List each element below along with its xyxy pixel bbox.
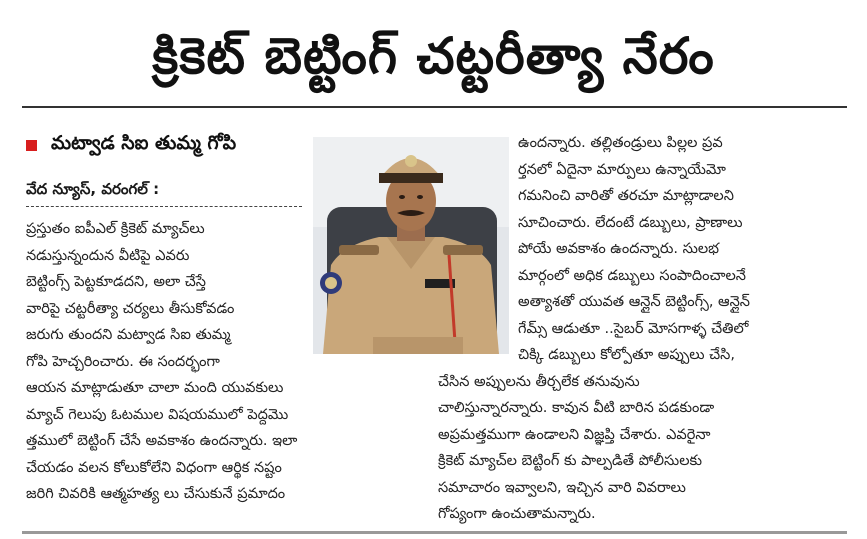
- text-line: వారిపై చట్టరీత్యా చర్యలు తీసుకోవడం: [26, 300, 235, 317]
- text-line: బెట్టింగ్స్ పెట్టకూడదని, అలా చేస్తే: [26, 274, 206, 290]
- text-line: ఆయన మాట్లాడుతూ చాలా మంది యువకులు: [26, 380, 284, 396]
- dateline-rule: [26, 206, 302, 207]
- text-line: చేయడం వలన కోలుకోలేని విధంగా ఆర్థిక నష్టం: [26, 459, 282, 476]
- text-line: ర్తనలో ఏదైనా మార్పులు ఉన్నాయేమో: [518, 161, 726, 178]
- text-line: పోయే అవకాశం ఉందన్నారు. సులభ: [518, 241, 720, 257]
- text-line: అప్రమత్తముగా ఉండాలని విజ్ఞప్తి చేశారు. ఎవరైనా: [438, 426, 711, 443]
- text-line: మార్గంలో అధిక డబ్బులు సంపాదించాలనే: [518, 267, 746, 284]
- text-line: చిక్కి డబ్బులు కోల్పోతూ అప్పులు చేసి,: [518, 347, 735, 363]
- text-line: గోపి హెచ్చరించారు. ఈ సందర్భంగా: [26, 353, 220, 370]
- text-line: త్తములో బెట్టింగ్ చేసే అవకాశం ఉందన్నారు. ఇలా: [26, 433, 298, 449]
- text-line: చాలిస్తున్నారన్నారు. కావున వీటి బారిన పడకుండా: [438, 400, 715, 416]
- text-line: గేమ్స్ ఆడుతూ ..సైబర్ మోసగాళ్ళ చేతిలో: [518, 320, 749, 337]
- text-line: మ్యాచ్ గెలుపు ఓటముల విషయములో పెద్దమొ: [26, 406, 289, 423]
- text-line: సమాచారం ఇవ్వాలని, ఇచ్చిన వారి వివరాలు: [438, 479, 686, 496]
- text-line: జరుగు తుందని మట్వాడ సిఐ తుమ్మ: [26, 327, 231, 343]
- text-line: అత్యాశతో యువత ఆన్లైన్ బెట్టింగ్స్, ఆన్లైన్: [518, 294, 750, 310]
- text-line: ప్రస్తుతం ఐపీఎల్ క్రికెట్ మ్యాచ్‌లు: [26, 221, 205, 237]
- subhead-text: మట్వాడ సిఐ తుమ్మ గోపి: [51, 131, 237, 154]
- bullet-square-icon: [26, 140, 37, 151]
- text-line: నడుస్తున్నందున వీటిపై ఎవరు: [26, 247, 190, 264]
- dateline: వేద న్యూస్, వరంగల్ :: [26, 180, 160, 198]
- text-line: సూచించారు. లేదంటే డబ్బులు, ప్రాణాలు: [518, 214, 743, 231]
- text-line: జరిగి చివరికి ఆత్మహత్య లు చేసుకునే ప్రమాదం: [26, 486, 286, 502]
- text-line: గోప్యంగా ఉంచుతామన్నారు.: [438, 506, 596, 522]
- headline: క్రికెట్ బెట్టింగ్ చట్టరీత్యా నేరం: [152, 27, 715, 85]
- right-column: [438, 130, 850, 528]
- text-line: ఉందన్నారు. తల్లితండ్రులు పిల్లల ప్రవ: [518, 135, 723, 151]
- text-line: గమనించి వారితో తరచూ మాట్లాడాలని: [518, 188, 734, 204]
- headline-rule: [22, 106, 847, 108]
- text-line: చేసిన అప్పులను తీర్చలేక తనువును: [438, 373, 640, 390]
- text-line: క్రికెట్ మ్యాచ్‌ల బెట్టింగ్ కు పాల్పడితే పోలీసులకు: [438, 453, 703, 469]
- subhead: [26, 130, 236, 160]
- bottom-rule: [22, 531, 847, 534]
